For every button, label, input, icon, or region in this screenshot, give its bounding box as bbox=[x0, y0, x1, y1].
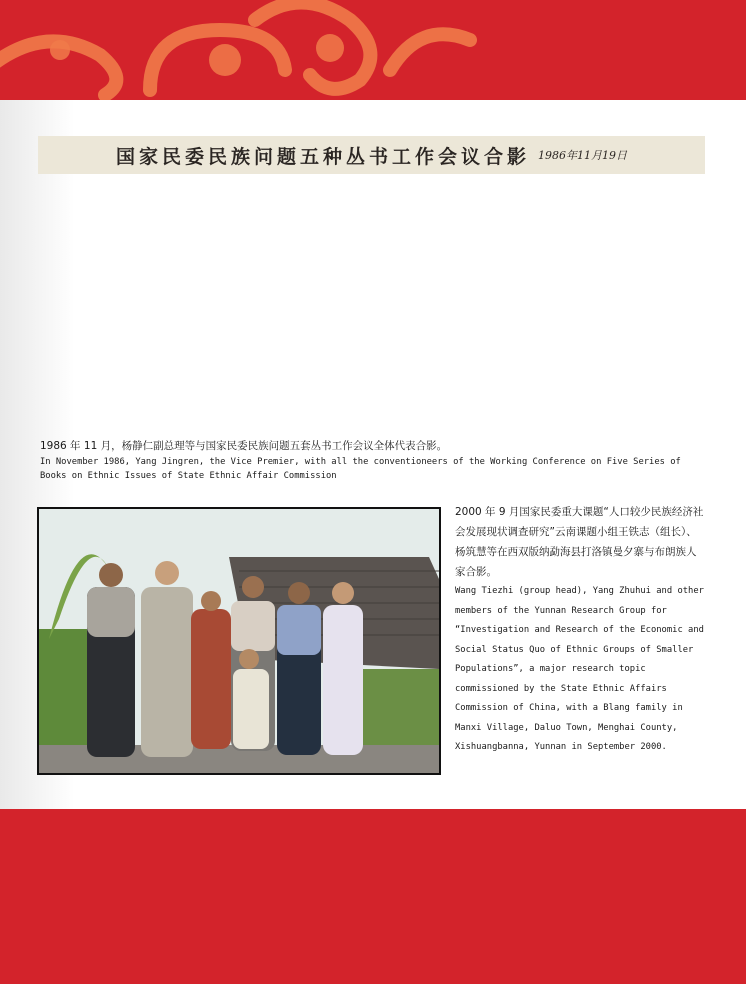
family-photo-2000 bbox=[37, 507, 441, 775]
caption-english: In November 1986, Yang Jingren, the Vice Premier, with all the conventioneers of the Working Conference on Five Series of Books on Ethnic Issues of State Ethnic Affair Commission bbox=[40, 457, 681, 481]
group-photo-1986 bbox=[38, 136, 705, 433]
photo-1-caption bbox=[40, 439, 705, 483]
group-photo-image bbox=[38, 136, 705, 433]
family-photo-image bbox=[39, 509, 439, 773]
caption-english: Wang Tiezhi (group head), Yang Zhuhui and other members of the Yunnan Research Group for “Investigation and Research of the Economic and Social Status Quo of Ethnic Groups of Smaller Populations”, a major research topic commissioned by the State Ethnic Affairs Commission of China, with a Blang family in Manxi Village, Daluo Town, Menghai County, Xishuangbanna, Yunnan in September 2000. bbox=[455, 586, 704, 752]
photo-2-caption bbox=[455, 502, 705, 758]
bottom-decorative-band bbox=[0, 809, 746, 984]
photo-title: 国家民委民族问题五种丛书工作会议合影 bbox=[115, 145, 530, 168]
top-decorative-band bbox=[0, 0, 746, 100]
cloud-pattern-icon bbox=[0, 0, 746, 100]
photo-title-banner bbox=[38, 136, 705, 174]
photo-date: 1986年11月19日 bbox=[538, 149, 627, 162]
caption-chinese: 2000 年 9 月国家民委重大课题“人口较少民族经济社会发展现状调查研究”云南课题小组王铁志（组长）、杨筑慧等在西双版纳勐海县打洛镇曼夕寨与布朗族人家合影。 bbox=[455, 506, 704, 578]
caption-chinese: 1986 年 11 月，杨静仁副总理等与国家民委民族问题五套丛书工作会议全体代表合影。 bbox=[40, 440, 448, 452]
